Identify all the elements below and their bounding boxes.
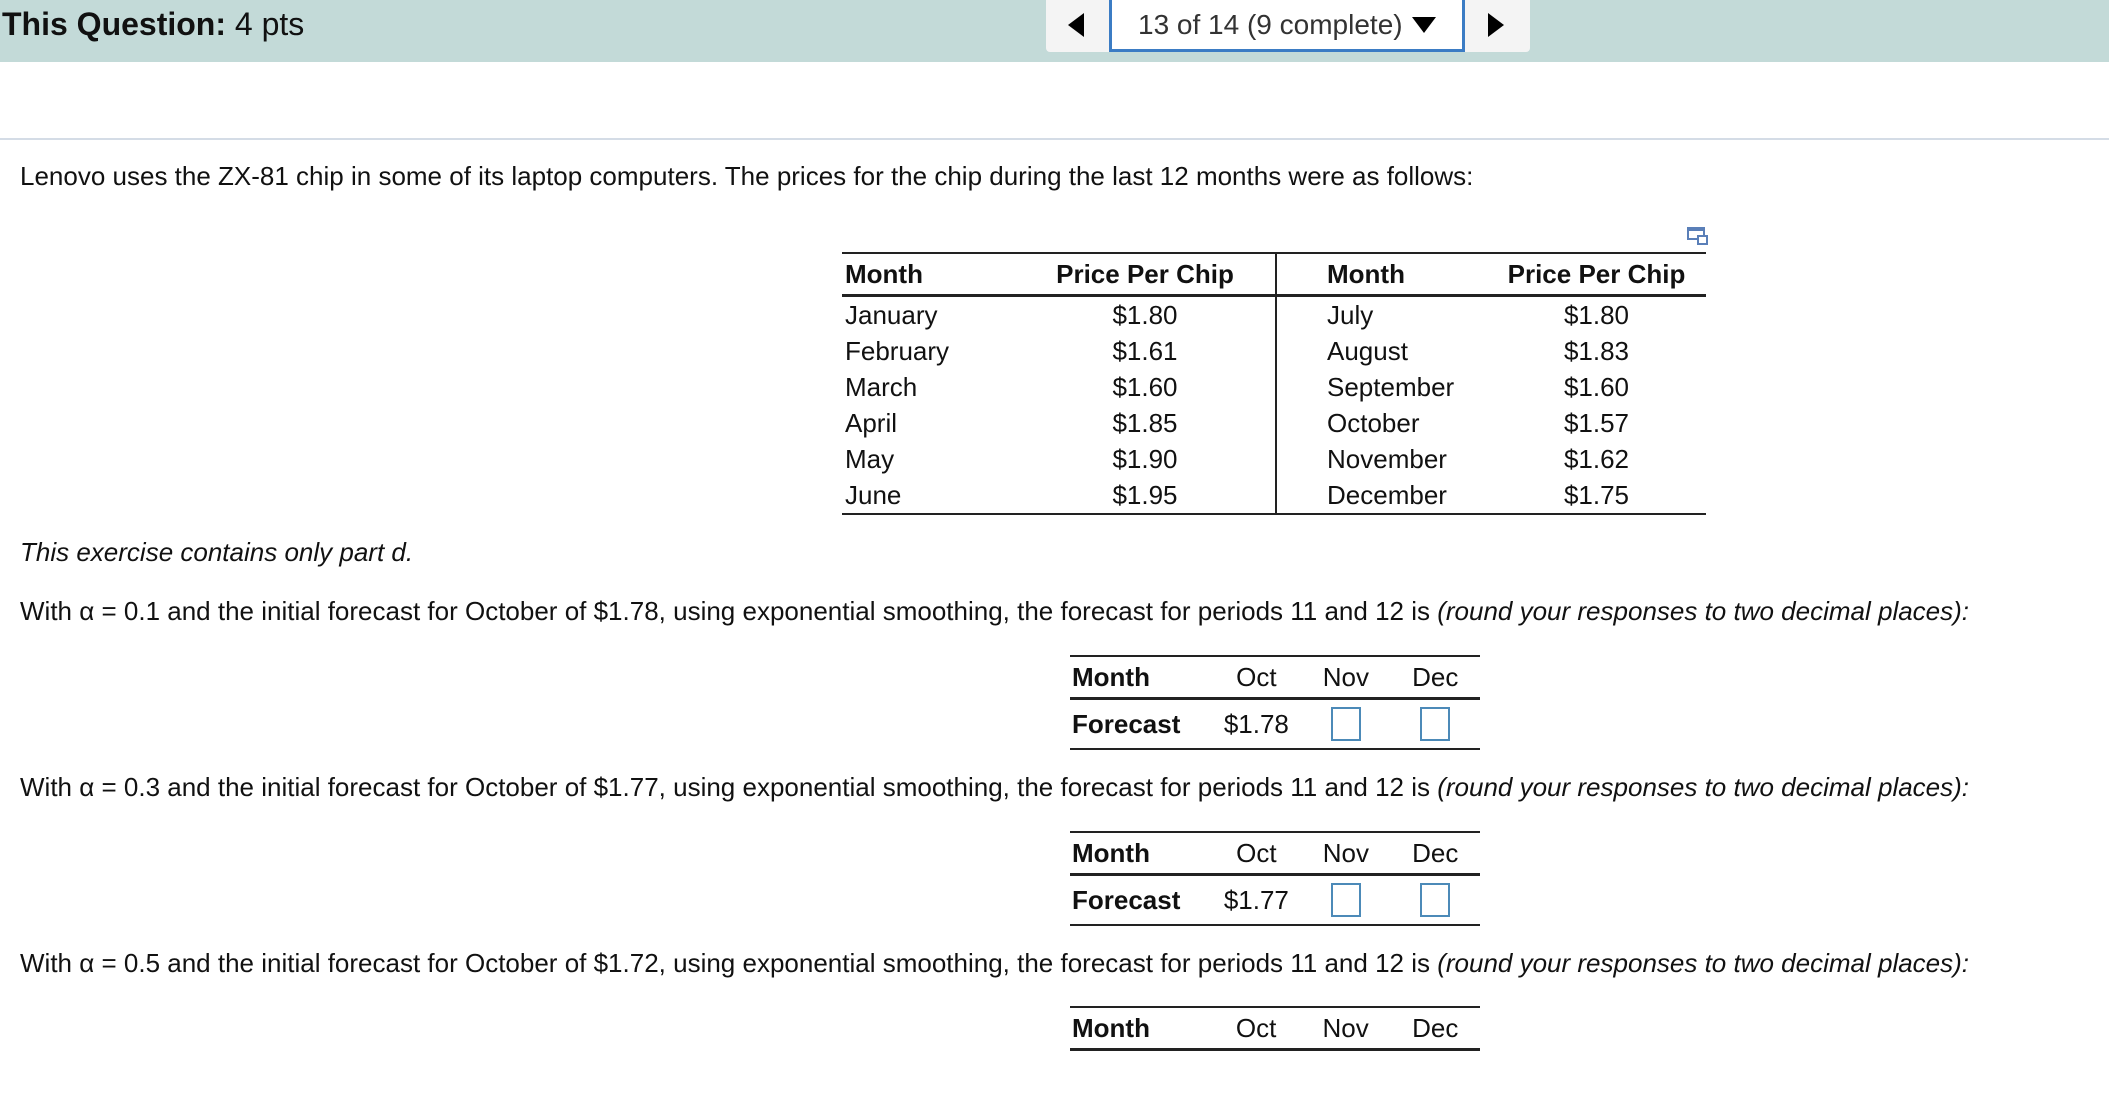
forecast-label: Forecast (1070, 875, 1212, 926)
forecast-row (1070, 875, 1480, 926)
price-per-chip-table (842, 252, 1706, 515)
table-row (842, 333, 1706, 369)
month-dec: Dec (1391, 656, 1480, 699)
month-cell: February (845, 335, 950, 366)
forecast-row (1070, 699, 1480, 750)
month-cell: October (1327, 407, 1420, 438)
price-cell: $1.62 (1563, 443, 1630, 474)
forecast-header-row (1070, 656, 1480, 699)
exercise-note (20, 536, 413, 568)
price-cell: $1.60 (1563, 371, 1630, 402)
month-dec: Dec (1412, 1012, 1459, 1043)
forecast-dec-cell (1391, 875, 1480, 926)
triangle-down-icon (1411, 15, 1437, 35)
part-1-prompt (20, 595, 1969, 627)
month-cell: May (845, 443, 895, 474)
month-cell: January (845, 299, 938, 330)
forecast-nov-cell (1301, 699, 1390, 750)
month-oct: Oct (1235, 1012, 1277, 1043)
month-cell: June (845, 479, 902, 510)
price-cell: $1.57 (1563, 407, 1630, 438)
table-row (842, 405, 1706, 441)
prompt-prefix: With (20, 596, 80, 626)
month-cell: November (1327, 443, 1447, 474)
previous-question-button[interactable] (1062, 8, 1090, 42)
forecast-nov-input[interactable] (1331, 883, 1361, 917)
price-cell: $1.60 (1015, 369, 1276, 405)
question-header-bar (0, 0, 2109, 62)
price-cell: $1.85 (1015, 405, 1276, 441)
prompt-instruction: (round your responses to two decimal places): (1437, 948, 1970, 978)
price-cell: $1.83 (1563, 335, 1630, 366)
price-cell: $1.95 (1015, 477, 1276, 514)
prompt-main: = 0.3 and the initial forecast for October of $1.77, using exponential smoothing, the forecast for periods 11 and 12 is (94, 772, 1438, 802)
month-nov: Nov (1322, 1012, 1369, 1043)
forecast-oct-value: $1.78 (1212, 699, 1302, 750)
alpha-symbol: α (79, 596, 95, 626)
forecast-dec-input[interactable] (1420, 883, 1450, 917)
price-cell: $1.75 (1563, 479, 1630, 510)
prompt-prefix: With (20, 948, 80, 978)
prompt-prefix: With (20, 772, 80, 802)
month-cell: April (845, 407, 898, 438)
part-2-prompt (20, 771, 1969, 803)
month-cell: March (845, 371, 918, 402)
month-nov: Nov (1301, 832, 1390, 875)
month-cell: December (1327, 479, 1447, 510)
column-header: Price Per Chip (1015, 253, 1276, 296)
price-cell: $1.61 (1015, 333, 1276, 369)
price-cell: $1.90 (1015, 441, 1276, 477)
column-header: Price Per Chip (1487, 253, 1706, 296)
question-intro: Lenovo uses the ZX-81 chip in some of its laptop computers. The prices for the chip during the last 12 months were as follows: (20, 161, 1474, 191)
prompt-instruction: (round your responses to two decimal places): (1437, 772, 1970, 802)
header-divider (0, 138, 2109, 140)
triangle-left-icon (1066, 12, 1086, 38)
price-cell: $1.80 (1015, 296, 1276, 334)
forecast-nov-input[interactable] (1331, 707, 1361, 741)
month-label: Month (1070, 656, 1212, 699)
column-header: Month (842, 253, 1015, 296)
question-position-text: 13 of 14 (9 complete) (1138, 8, 1403, 40)
table-row (842, 477, 1706, 514)
forecast-label: Forecast (1070, 699, 1212, 750)
prompt-main: = 0.1 and the initial forecast for October of $1.78, using exponential smoothing, the forecast for periods 11 and 12 is (94, 596, 1438, 626)
forecast-nov-cell (1301, 875, 1390, 926)
forecast-table-alpha-0.5 (1070, 1006, 1480, 1051)
triangle-right-icon (1486, 12, 1506, 38)
table-row (842, 369, 1706, 405)
month-cell: September (1327, 371, 1455, 402)
prompt-main: = 0.5 and the initial forecast for October of $1.72, using exponential smoothing, the forecast for periods 11 and 12 is (94, 948, 1438, 978)
table-header-row (842, 253, 1706, 296)
month-cell: August (1327, 335, 1408, 366)
alpha-symbol: α (79, 948, 95, 978)
column-header: Month (1276, 253, 1487, 296)
forecast-header-row (1070, 1007, 1480, 1050)
prompt-instruction: (round your responses to two decimal places): (1437, 596, 1970, 626)
forecast-dec-input[interactable] (1420, 707, 1450, 741)
price-cell: $1.80 (1563, 299, 1630, 330)
month-cell: July (1327, 299, 1374, 330)
table-row (842, 296, 1706, 334)
question-points (2, 6, 304, 42)
month-oct: Oct (1212, 656, 1302, 699)
forecast-dec-cell (1391, 699, 1480, 750)
question-select-dropdown[interactable] (1109, 0, 1465, 52)
month-nov: Nov (1301, 656, 1390, 699)
table-row (842, 441, 1706, 477)
expand-window-icon[interactable] (1686, 226, 1710, 248)
forecast-table-alpha-0.1 (1070, 655, 1480, 750)
month-label: Month (1070, 832, 1212, 875)
month-oct: Oct (1212, 832, 1302, 875)
forecast-header-row (1070, 832, 1480, 875)
question-points-value: 4 pts (234, 6, 305, 42)
next-question-button[interactable] (1482, 8, 1510, 42)
month-label: Month (1072, 1012, 1150, 1043)
month-dec: Dec (1391, 832, 1480, 875)
exercise-note-text: This exercise contains only part d. (20, 537, 414, 567)
part-3-prompt (20, 947, 1969, 979)
alpha-symbol: α (79, 772, 95, 802)
forecast-oct-value: $1.77 (1212, 875, 1302, 926)
forecast-table-alpha-0.3 (1070, 831, 1480, 926)
question-label: This Question: (2, 6, 226, 42)
